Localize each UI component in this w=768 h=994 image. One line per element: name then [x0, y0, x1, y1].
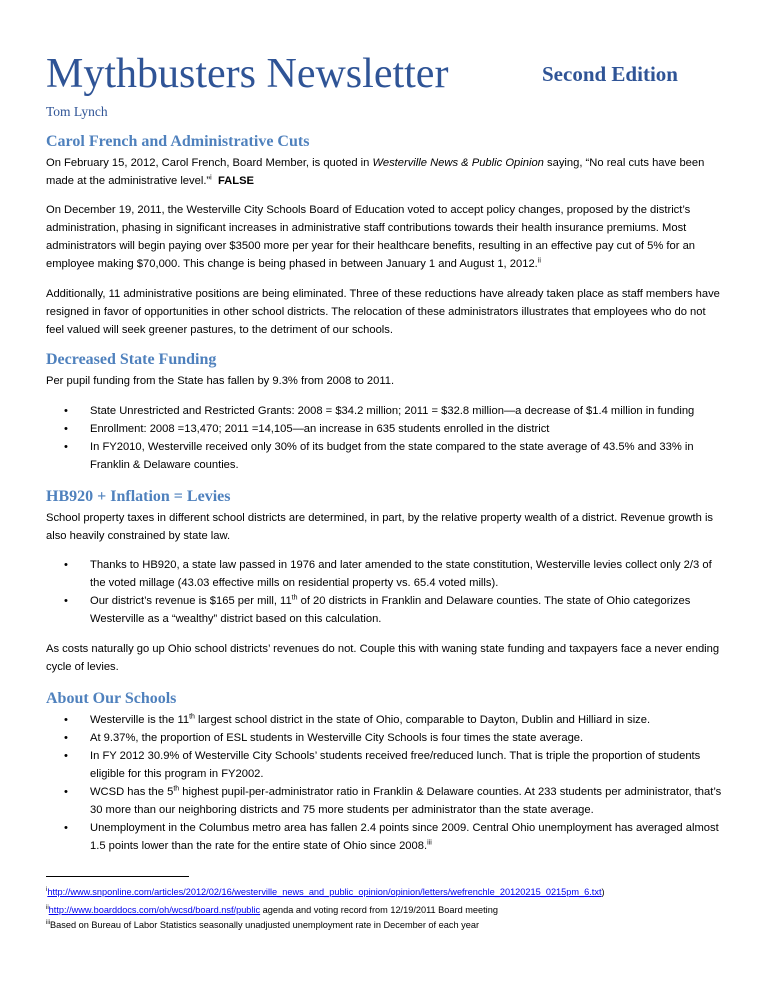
ordinal-suffix: th [173, 785, 180, 793]
levies-list [46, 556, 726, 628]
footnote-mark: ii [46, 904, 49, 911]
list-item: • Thanks to HB920, a state law passed in 1976 and later amended to the state constitution, Westerville levies collect only 2/3 of the voted millage (43.03 effective mills on residential property vs. 65.4 voted mills). [46, 556, 726, 592]
list-item-text-end: of 20 districts in Franklin and Delaware counties. The state of Ohio categorizes Westerville as a “wealthy” district based on this calculation. [90, 595, 691, 625]
footnote-mark: i [46, 886, 48, 893]
list-item [46, 819, 726, 855]
source-name: Westerville News & Public Opinion [372, 157, 544, 169]
false-verdict: FALSE [217, 175, 255, 187]
edition-label: Second Edition [542, 62, 678, 86]
section-heading-administrative-cuts: Carol French and Administrative Cuts [46, 133, 310, 150]
ordinal-suffix: th [291, 594, 298, 602]
footnote-mark: i [210, 174, 212, 182]
list-item [46, 592, 726, 628]
footnote-mark: ii [537, 257, 541, 265]
list-item-text-end: highest pupil-per-administrator ratio in Franklin & Delaware counties. At 233 students per administrator, that’s 30 more than our neighboring districts and 75 more students per administrator than the state average. [90, 786, 722, 816]
footnote-3 [46, 918, 479, 932]
paragraph-text: On December 19, 2011, the Westerville City Schools Board of Education voted to accept policy changes, proposed by the district’s administration, phasing in significant increases in administrative staff contributions towards their health insurance premiums. Most administrators will begin paying over $3500 more per year for their healthcare benefits, resulting in an effective pay cut of 5% for an employee making $70,000. This change is being phased in between January 1 and August 1, 2012. [46, 204, 696, 270]
list-item: • In FY 2012 30.9% of Westerville City Schools’ students received free/reduced lunch. That is triple the proportion of students eligible for this program in FY2002. [46, 747, 726, 783]
paragraph-positions-eliminated: Additionally, 11 administrative positions are being eliminated. Three of these reductions have already taken place as staff members have resigned in favor of opportunities in other school districts. The relocation of these administrators illustrates that employees who do not feel valued will seek greener pastures, to the detriment of our schools. [46, 288, 720, 336]
list-item: • Enrollment: 2008 =13,470; 2011 =14,105—an increase in 635 students enrolled in the district [46, 420, 726, 438]
footnote-2-text: agenda and voting record from 12/19/2011 Board meeting [260, 905, 498, 915]
quote-text-end: saying, “No real cuts have been made at the administrative level.” [46, 157, 705, 187]
about-schools-list [46, 711, 726, 855]
footnote-mark: iii [427, 839, 432, 847]
paragraph-per-pupil-funding: Per pupil funding from the State has fallen by 9.3% from 2008 to 2011. [46, 375, 395, 387]
paragraph-property-taxes: School property taxes in different school districts are determined, in part, by the relative property wealth of a district. Revenue growth is also heavily constrained by state law. [46, 512, 714, 542]
quote-text-start: On February 15, 2012, Carol French, Board Member, is quoted in [46, 157, 373, 169]
masthead [46, 50, 726, 100]
list-item-text-start: WCSD has the 5 [90, 786, 174, 798]
list-item [46, 711, 726, 729]
list-item: • In FY2010, Westerville received only 30% of its budget from the state compared to the state average of 43.5% and 33% in Franklin & Delaware counties. [46, 438, 726, 474]
paragraph-health-insurance [46, 201, 726, 273]
paragraph-cycle-of-levies: As costs naturally go up Ohio school districts’ revenues do not. Couple this with waning state funding and taxpayers face a never ending cycle of levies. [46, 643, 720, 673]
footnote-mark: iii [46, 919, 50, 926]
list-item: • At 9.37%, the proportion of ESL students in Westerville City Schools is four times the state average. [46, 729, 726, 747]
footnote-1 [46, 885, 605, 899]
section-heading-hb920-levies: HB920 + Inflation = Levies [46, 488, 231, 505]
footnote-1-link[interactable]: http://www.snponline.com/articles/2012/02/16/westerville_news_and_public_opinion/opinion/letters/wefrenchle_20120215_0215pm_6.txt [47, 887, 602, 897]
footnote-divider [46, 876, 189, 877]
list-item-text-start: Westerville is the 11 [90, 714, 190, 726]
list-item-text-start: Our district’s revenue is $165 per mill, 11 [90, 595, 292, 607]
ordinal-suffix: th [189, 713, 195, 721]
newsletter-title: Mythbusters Newsletter [46, 51, 449, 97]
paragraph-carol-french-quote [46, 154, 726, 190]
list-item-text: Unemployment in the Columbus metro area has fallen 2.4 points since 2009. Central Ohio unemployment has averaged almost 1.5 points lower than the rate for the entire state of Ohio since 2008. [90, 822, 719, 852]
state-funding-list [46, 402, 726, 474]
section-heading-state-funding: Decreased State Funding [46, 351, 217, 368]
section-heading-about-our-schools: About Our Schools [46, 690, 177, 707]
list-item-text-end: largest school district in the state of Ohio, comparable to Dayton, Dublin and Hilliard in size. [194, 714, 651, 726]
footnote-2-link[interactable]: http://www.boarddocs.com/oh/wcsd/board.nsf/public [48, 905, 261, 915]
list-item [46, 783, 726, 819]
list-item: • State Unrestricted and Restricted Grants: 2008 = $34.2 million; 2011 = $32.8 million—a decrease of $1.4 million in funding [46, 402, 726, 420]
footnote-2 [46, 903, 498, 917]
author-name: Tom Lynch [46, 104, 108, 119]
footnote-3-text: Based on Bureau of Labor Statistics seasonally unadjusted unemployment rate in December of each year [50, 920, 479, 930]
footnote-1-tail: ) [601, 887, 605, 897]
